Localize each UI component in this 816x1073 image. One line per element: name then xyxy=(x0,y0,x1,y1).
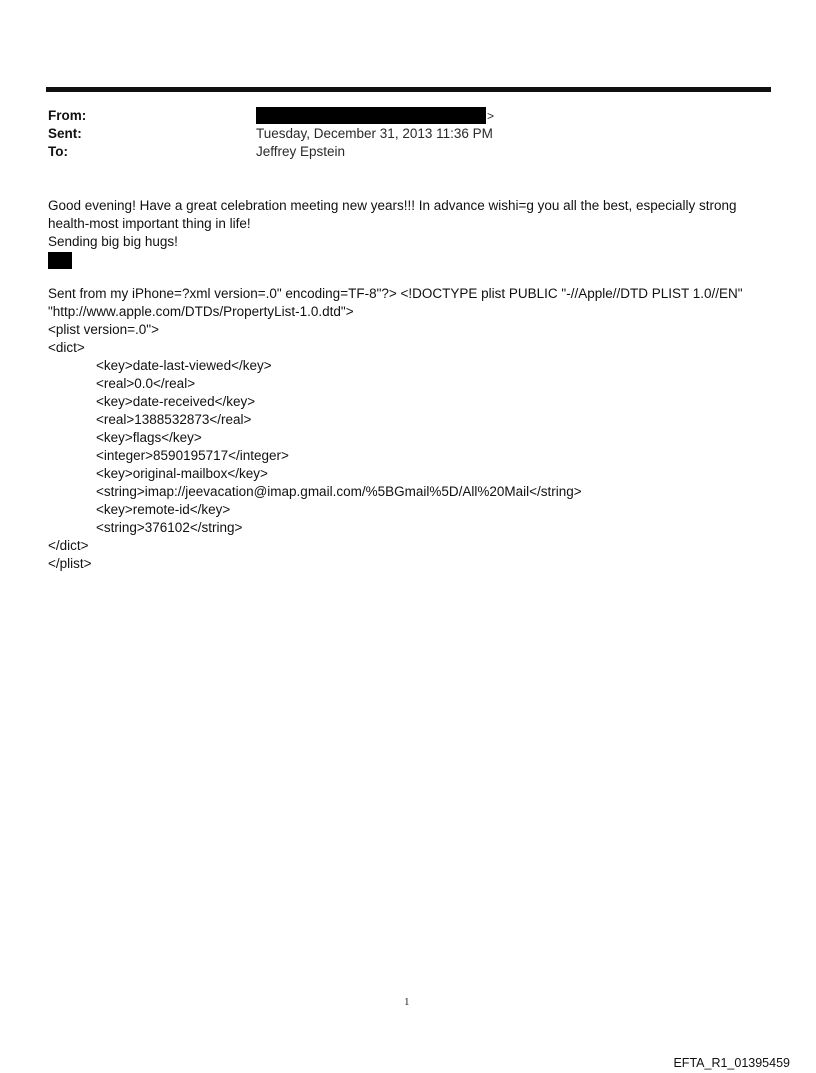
plist-line: <dict> xyxy=(48,340,85,355)
to-value: Jeffrey Epstein xyxy=(256,144,346,159)
sent-label: Sent: xyxy=(48,126,82,141)
header-rule xyxy=(46,87,771,92)
plist-line: <key>flags</key> xyxy=(96,430,202,445)
spacer xyxy=(48,269,768,285)
plist-line: <key>remote-id</key> xyxy=(96,502,231,517)
plist-line: <string>imap://jeevacation@imap.gmail.com/%5BGmail%5D/All%20Mail</string> xyxy=(96,484,582,499)
to-row xyxy=(48,143,768,161)
document-id: EFTA_R1_01395459 xyxy=(673,1056,790,1070)
signature-redaction xyxy=(48,252,72,269)
message-line: health-most important thing in life! xyxy=(48,216,251,231)
plist-line: <integer>8590195717</integer> xyxy=(96,448,289,463)
from-row xyxy=(48,107,768,125)
plist-line: <string>376102</string> xyxy=(96,520,243,535)
email-header xyxy=(48,107,768,161)
plist-line: <key>date-received</key> xyxy=(96,394,256,409)
message-line: Good evening! Have a great celebration meeting new years!!! In advance wishi=g you all the best, especially strong xyxy=(48,198,737,213)
from-value xyxy=(256,107,494,125)
plist-line: <plist version=.0"> xyxy=(48,322,159,337)
to-label: To: xyxy=(48,144,68,159)
redaction-block xyxy=(256,107,486,124)
plist-line: <key>date-last-viewed</key> xyxy=(96,358,272,373)
plist-line: </dict> xyxy=(48,538,89,553)
plist-line: Sent from my iPhone=?xml version=.0" encoding=TF-8"?> <!DOCTYPE plist PUBLIC "-//Apple//DTD PLIST 1.0//EN" xyxy=(48,286,743,301)
plist-line: "http://www.apple.com/DTDs/PropertyList-1.0.dtd"> xyxy=(48,304,354,319)
email-body xyxy=(48,197,768,573)
from-suffix: > xyxy=(487,109,495,123)
from-label: From: xyxy=(48,108,87,123)
sent-row xyxy=(48,125,768,143)
sent-value: Tuesday, December 31, 2013 11:36 PM xyxy=(256,126,493,141)
plist-line: </plist> xyxy=(48,556,92,571)
plist-line: <real>1388532873</real> xyxy=(96,412,252,427)
plist-line: <key>original-mailbox</key> xyxy=(96,466,268,481)
page-number: 1 xyxy=(404,996,410,1008)
plist-line: <real>0.0</real> xyxy=(96,376,196,391)
message-line: Sending big big hugs! xyxy=(48,234,178,249)
